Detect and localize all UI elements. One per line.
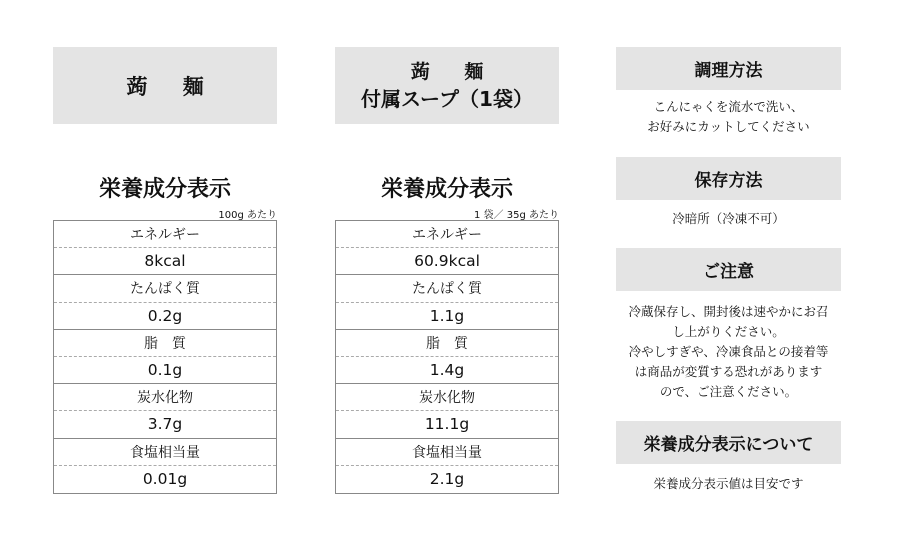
- nutrition-unit: 1 袋／ 35g あたり: [474, 210, 559, 221]
- row-value: 1.1g: [336, 303, 558, 330]
- cooking-heading: 調理方法: [616, 47, 841, 90]
- row-value: 8kcal: [54, 248, 276, 275]
- row-label: 脂 質: [54, 330, 276, 357]
- product-name: 蒟 麺: [126, 74, 218, 99]
- text-line: は商品が変質する恐れがあります: [634, 364, 823, 379]
- about-heading: 栄養成分表示について: [616, 421, 841, 464]
- text-line: ので、ご注意ください。: [659, 384, 798, 399]
- row-label: 炭水化物: [336, 384, 558, 411]
- row-label: エネルギー: [54, 221, 276, 248]
- storage-heading: 保存方法: [616, 157, 841, 200]
- row-value: 0.1g: [54, 357, 276, 384]
- soup-header: [335, 47, 559, 124]
- soup-subtitle: 付属スープ（1袋）: [361, 86, 533, 111]
- product-header: [53, 47, 277, 124]
- row-label: 炭水化物: [54, 384, 276, 411]
- row-value: 0.01g: [142, 470, 188, 489]
- row-label: たんぱく質: [336, 275, 558, 302]
- nutrition-table: [53, 220, 277, 494]
- cooking-text: [610, 97, 847, 137]
- text-line: こんにゃくを流水で洗い、: [653, 99, 804, 114]
- row-label: 脂 質: [336, 330, 558, 357]
- row-value: 1.4g: [336, 357, 558, 384]
- caution-text: [610, 302, 847, 402]
- row-value: 3.7g: [54, 411, 276, 438]
- text-line: 冷暗所（冷凍不可）: [672, 211, 785, 226]
- row-value: 60.9kcal: [336, 248, 558, 275]
- storage-text: [610, 209, 847, 229]
- row-label: エネルギー: [336, 221, 558, 248]
- nutrition-title: 栄養成分表示: [98, 177, 231, 202]
- text-line: 冷やしすぎや、冷凍食品との接着等: [628, 344, 829, 359]
- text-line: 栄養成分表示値は目安です: [653, 476, 804, 491]
- soup-product-name: 蒟 麺: [410, 60, 498, 83]
- text-line: し上がりください。: [672, 324, 785, 339]
- row-label: 食塩相当量: [54, 439, 276, 466]
- row-value: 0.2g: [54, 303, 276, 330]
- row-value: 11.1g: [336, 411, 558, 438]
- nutrition-title: 栄養成分表示: [380, 177, 513, 202]
- nutrition-table: [335, 220, 559, 494]
- about-text: [610, 474, 847, 494]
- caution-heading: ご注意: [616, 248, 841, 291]
- nutrition-unit: 100g あたり: [218, 210, 277, 221]
- row-value: 2.1g: [429, 470, 465, 489]
- text-line: お好みにカットしてください: [647, 119, 810, 134]
- row-label: たんぱく質: [54, 275, 276, 302]
- text-line: 冷蔵保存し、開封後は速やかにお召: [628, 304, 829, 319]
- row-label: 食塩相当量: [336, 439, 558, 466]
